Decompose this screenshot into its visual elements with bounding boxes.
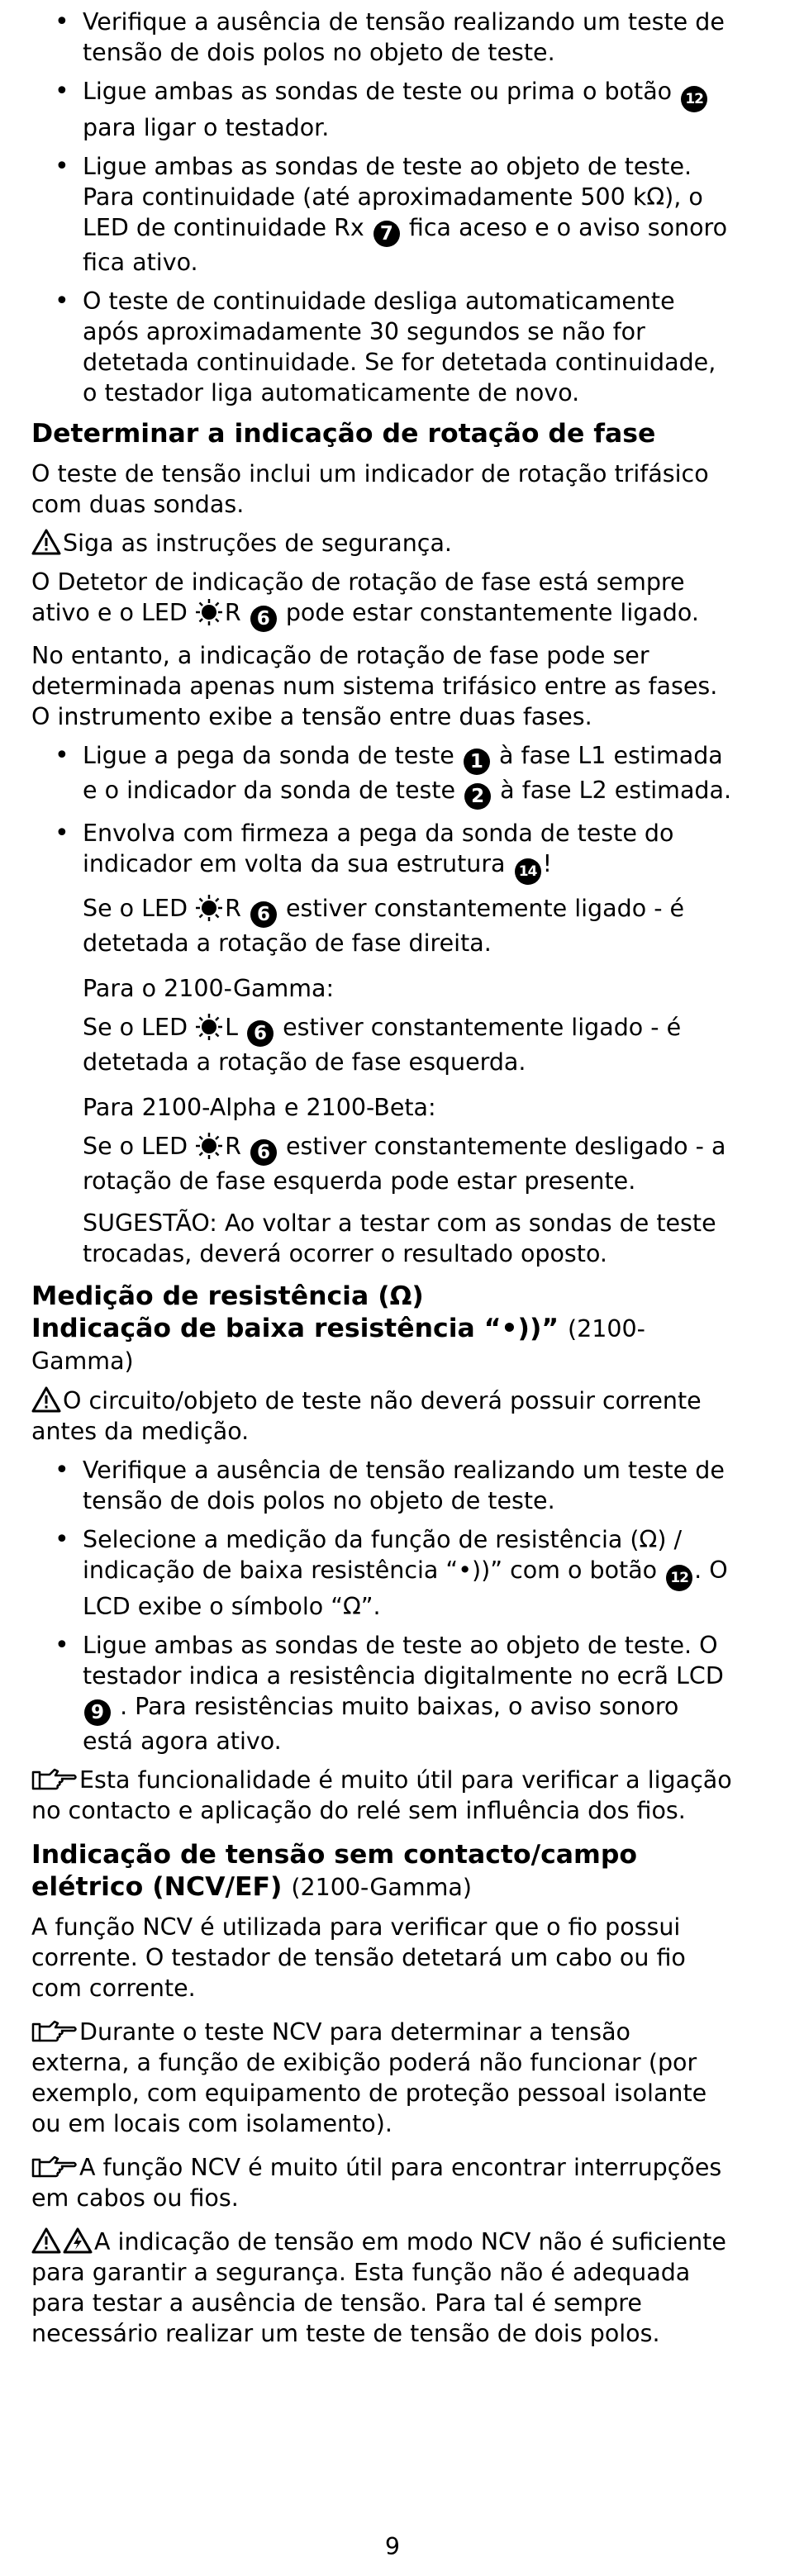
list-item: • Ligue ambas as sondas de teste ou prima o botão 12 para ligar o testador.	[31, 76, 734, 143]
list-item: • Selecione a medição da função de resistência (Ω) / indicação de baixa resistência “•))” com o botão 12 . O LCD exibe o símbolo “Ω”.	[31, 1524, 734, 1622]
warning-triangle-icon	[31, 2227, 61, 2254]
paragraph: A função NCV é utilizada para verificar que o fio possui corrente. O testador de tensão detetará um cabo ou fio com corrente.	[31, 1913, 686, 2002]
list-item: • O teste de continuidade desliga automaticamente após aproximadamente 30 segundos se não for detetada continuidade. Se for detetada continuidade, o testador liga automaticamente de novo.	[31, 286, 734, 408]
list-item: • Ligue ambas as sondas de teste ao objeto de teste. O testador indica a resistência digitalmente no ecrã LCD 9 . Para resistências muito baixas, o aviso sonoro está agora ativo.	[31, 1630, 734, 1756]
list-item: • Ligue ambas as sondas de teste ao objeto de teste. Para continuidade (até aproximadamente 500 kΩ), o LED de continuidade Rx 7 fica aceso e o aviso sonoro fica ativo.	[31, 151, 734, 278]
tip-note: Esta funcionalidade é muito útil para verificar a ligação no contacto e aplicação do relé sem influência dos fios.	[31, 1766, 732, 1824]
safety-note: Siga as instruções de segurança.	[31, 528, 734, 558]
warning-triangle-icon	[31, 1386, 61, 1413]
high-voltage-warning-icon	[63, 2227, 93, 2254]
indented-paragraph: Para o 2100-Gamma:	[83, 975, 335, 1002]
callout-number-6: 6	[250, 901, 277, 928]
warning-note: O circuito/objeto de teste não deverá possuir corrente antes da medição.	[31, 1387, 702, 1445]
tip-note: A função NCV é muito útil para encontrar interrupções em cabos ou fios.	[31, 2154, 722, 2212]
indented-paragraph: Se o LED R 6 estiver constantemente ligado - é detetada a rotação de fase direita.	[83, 895, 685, 957]
callout-number-12: 12	[681, 86, 707, 112]
list-item: • Ligue a pega da sonda de teste 1 à fase L1 estimada e o indicador da sonda de teste 2 à fase L2 estimada.	[31, 740, 734, 810]
phase-rotation-steps-list	[31, 740, 734, 885]
callout-number-9: 9	[84, 1699, 111, 1726]
led-indicator-icon	[195, 1132, 223, 1160]
callout-number-6: 6	[250, 1139, 277, 1166]
pointing-hand-icon	[31, 1767, 78, 1792]
continuity-steps-list	[31, 7, 734, 408]
heading-resistance: Medição de resistência (Ω) Indicação de baixa resistência “•))” (2100-Gamma)	[31, 1281, 645, 1375]
tip-note: Durante o teste NCV para determinar a tensão externa, a função de exibição poderá não funcionar (por exemplo, com equipamento de proteção pessoal isolante ou em locais com isolamento).	[31, 2018, 707, 2137]
page-number: 9	[384, 2533, 401, 2560]
callout-number-2: 2	[464, 783, 491, 810]
indented-paragraph: SUGESTÃO: Ao voltar a testar com as sondas de teste trocadas, deverá ocorrer o resultado oposto.	[83, 1210, 716, 1267]
warning-note: A indicação de tensão em modo NCV não é suficiente para garantir a segurança. Esta função não é adequada para testar a ausência de tensão. Para tal é sempre necessário realizar um teste de tensão de dois polos.	[31, 2228, 726, 2347]
resistance-steps-list	[31, 1455, 734, 1756]
callout-number-7: 7	[373, 221, 400, 247]
led-indicator-icon	[195, 1013, 223, 1041]
pointing-hand-icon	[31, 2019, 78, 2044]
list-item: • Envolva com firmeza a pega da sonda de teste do indicador em volta da sua estrutura 14 !	[31, 818, 734, 885]
led-indicator-icon	[195, 894, 223, 922]
callout-number-6: 6	[247, 1020, 274, 1047]
heading-phase-rotation: Determinar a indicação de rotação de fase	[31, 419, 656, 449]
pointing-hand-icon	[31, 2155, 78, 2179]
led-indicator-icon	[195, 598, 223, 626]
indented-paragraph: Se o LED R 6 estiver constantemente desligado - a rotação de fase esquerda pode estar presente.	[83, 1133, 726, 1195]
callout-number-1: 1	[464, 749, 490, 775]
indented-paragraph: Se o LED L 6 estiver constantemente ligado - é detetada a rotação de fase esquerda.	[83, 1014, 682, 1076]
list-item: • Verifique a ausência de tensão realizando um teste de tensão de dois polos no objeto de teste.	[31, 1455, 734, 1516]
callout-number-14: 14	[515, 858, 541, 885]
paragraph: No entanto, a indicação de rotação de fase pode ser determinada apenas num sistema trifásico entre as fases. O instrumento exibe a tensão entre duas fases.	[31, 642, 718, 730]
paragraph: O Detetor de indicação de rotação de fase está sempre ativo e o LED R 6 pode estar constantemente ligado.	[31, 567, 734, 632]
warning-triangle-icon	[31, 529, 61, 555]
callout-number-12: 12	[666, 1565, 692, 1591]
paragraph: O teste de tensão inclui um indicador de rotação trifásico com duas sondas.	[31, 460, 709, 518]
indented-paragraph: Para 2100-Alpha e 2100-Beta:	[83, 1094, 436, 1121]
callout-number-6: 6	[250, 606, 277, 632]
heading-ncv: Indicação de tensão sem contacto/campo elétrico (NCV/EF) (2100-Gamma)	[31, 1840, 638, 1902]
list-item: • Verifique a ausência de tensão realizando um teste de tensão de dois polos no objeto de teste.	[31, 7, 734, 68]
